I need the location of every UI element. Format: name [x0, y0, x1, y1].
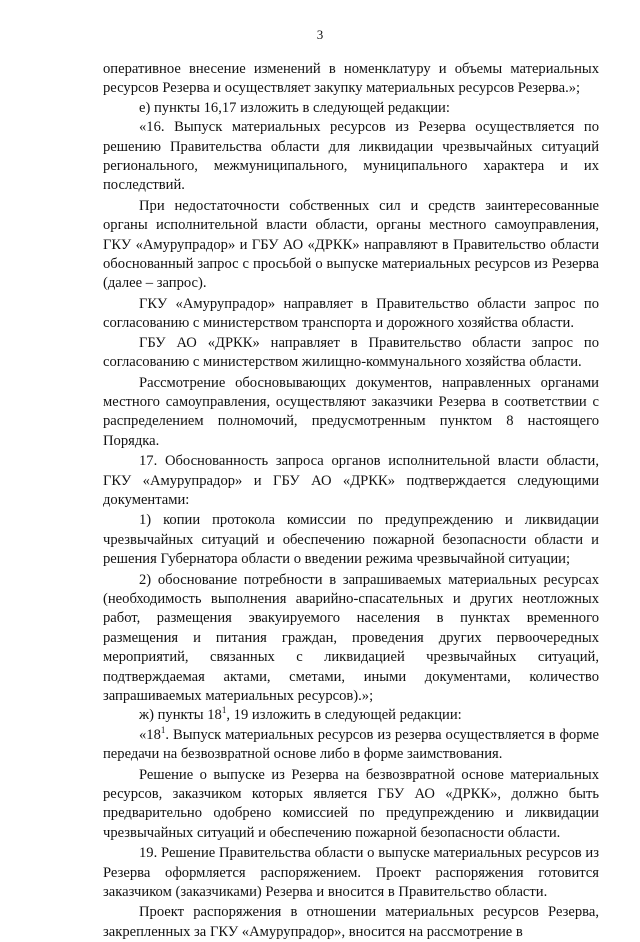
paragraph-drkk-request: ГБУ АО «ДРКК» направляет в Правительство области запрос по согласованию с министерством жилищно-коммунального хозяйства области.	[103, 334, 599, 371]
item-18-1-number: «18	[139, 726, 161, 743]
superscript-index: 1	[160, 724, 166, 735]
paragraph-insufficient-resources: При недостаточности собственных сил и средств заинтересованные органы исполнительной власти области, органы местного самоуправления, ГКУ «Амурупрадор» и ГБУ АО «ДРКК» направляют в Правительство области обоснованный запрос с просьбой о выпуске материальных ресурсов из Резерва (далее – запрос).	[103, 197, 599, 292]
amendment-zh-text-end: , 19 изложить в следующей редакции:	[226, 707, 462, 724]
paragraph-amurupravdor-request: ГКУ «Амурупрадор» направляет в Правительство области запрос по согласованию с министерством транспорта и дорожного хозяйства области.	[103, 295, 599, 332]
paragraph-item-16: «16. Выпуск материальных ресурсов из Резерва осуществляется по решению Правительства области для ликвидации чрезвычайных ситуаций регионального, межмуниципального, муниципального характера и их последствий.	[103, 119, 599, 194]
paragraph-amendment-e: е) пункты 16,17 изложить в следующей редакции:	[139, 99, 450, 116]
paragraph-item-18-1	[103, 726, 599, 765]
paragraph-item-19: 19. Решение Правительства области о выпуске материальных ресурсов из Резерва оформляется распоряжением. Проект распоряжения готовится заказчиком (заказчиками) Резерва и вносится в Правительство области.	[103, 845, 599, 901]
paragraph-review-documents: Рассмотрение обосновывающих документов, направленных органами местного самоуправления, осуществляют заказчики Резерва в соответствии с распределением полномочий, предусмотренным пунктом 8 настоящего Порядка.	[103, 374, 599, 449]
document-body	[103, 60, 599, 942]
paragraph-draft-order: Проект распоряжения в отношении материальных ресурсов Резерва, закрепленных за ГКУ «Амурупрадор», вносится на рассмотрение в	[103, 904, 599, 940]
amendment-zh-text-start: ж) пункты 18	[139, 707, 222, 724]
paragraph-continuation: оперативное внесение изменений в номенклатуру и объемы материальных ресурсов Резерва и осуществляет закупку материальных ресурсов Резерва.»;	[103, 61, 599, 97]
paragraph-release-decision: Решение о выпуске из Резерва на безвозвратной основе материальных ресурсов, заказчиком которых является ГБУ АО «ДРКК», должно быть предварительно одобрено комиссией по предупреждению и ликвидации чрезвычайных ситуаций и обеспечению пожарной безопасности области.	[103, 766, 599, 841]
paragraph-amendment-zh	[103, 706, 599, 725]
paragraph-subitem-2: 2) обоснование потребности в запрашиваемых материальных ресурсах (необходимость выполнения аварийно-спасательных и других неотложных работ, размещения эвакуируемого населения в пунктах временного размещения и питания граждан, проведения других первоочередных мероприятий, связанных с ликвидацией чрезвычайных ситуаций, подтверждаемая актами, сметами, иными документами, количество запрашиваемых материальных ресурсов).»;	[103, 571, 599, 704]
paragraph-subitem-1: 1) копии протокола комиссии по предупреждению и ликвидации чрезвычайных ситуаций и обеспечению пожарной безопасности области и решения Губернатора области о введении режима чрезвычайной ситуации;	[103, 512, 599, 568]
superscript-index: 1	[221, 705, 227, 716]
item-18-1-text: . Выпуск материальных ресурсов из резерва осуществляется в форме передачи на безвозвратной основе либо в форме заимствования.	[103, 726, 599, 763]
page-number: 3	[316, 27, 324, 42]
paragraph-item-17: 17. Обоснованность запроса органов исполнительной власти области, ГКУ «Амурупрадор» и ГБУ АО «ДРКК» подтверждается следующими документами:	[103, 453, 599, 508]
